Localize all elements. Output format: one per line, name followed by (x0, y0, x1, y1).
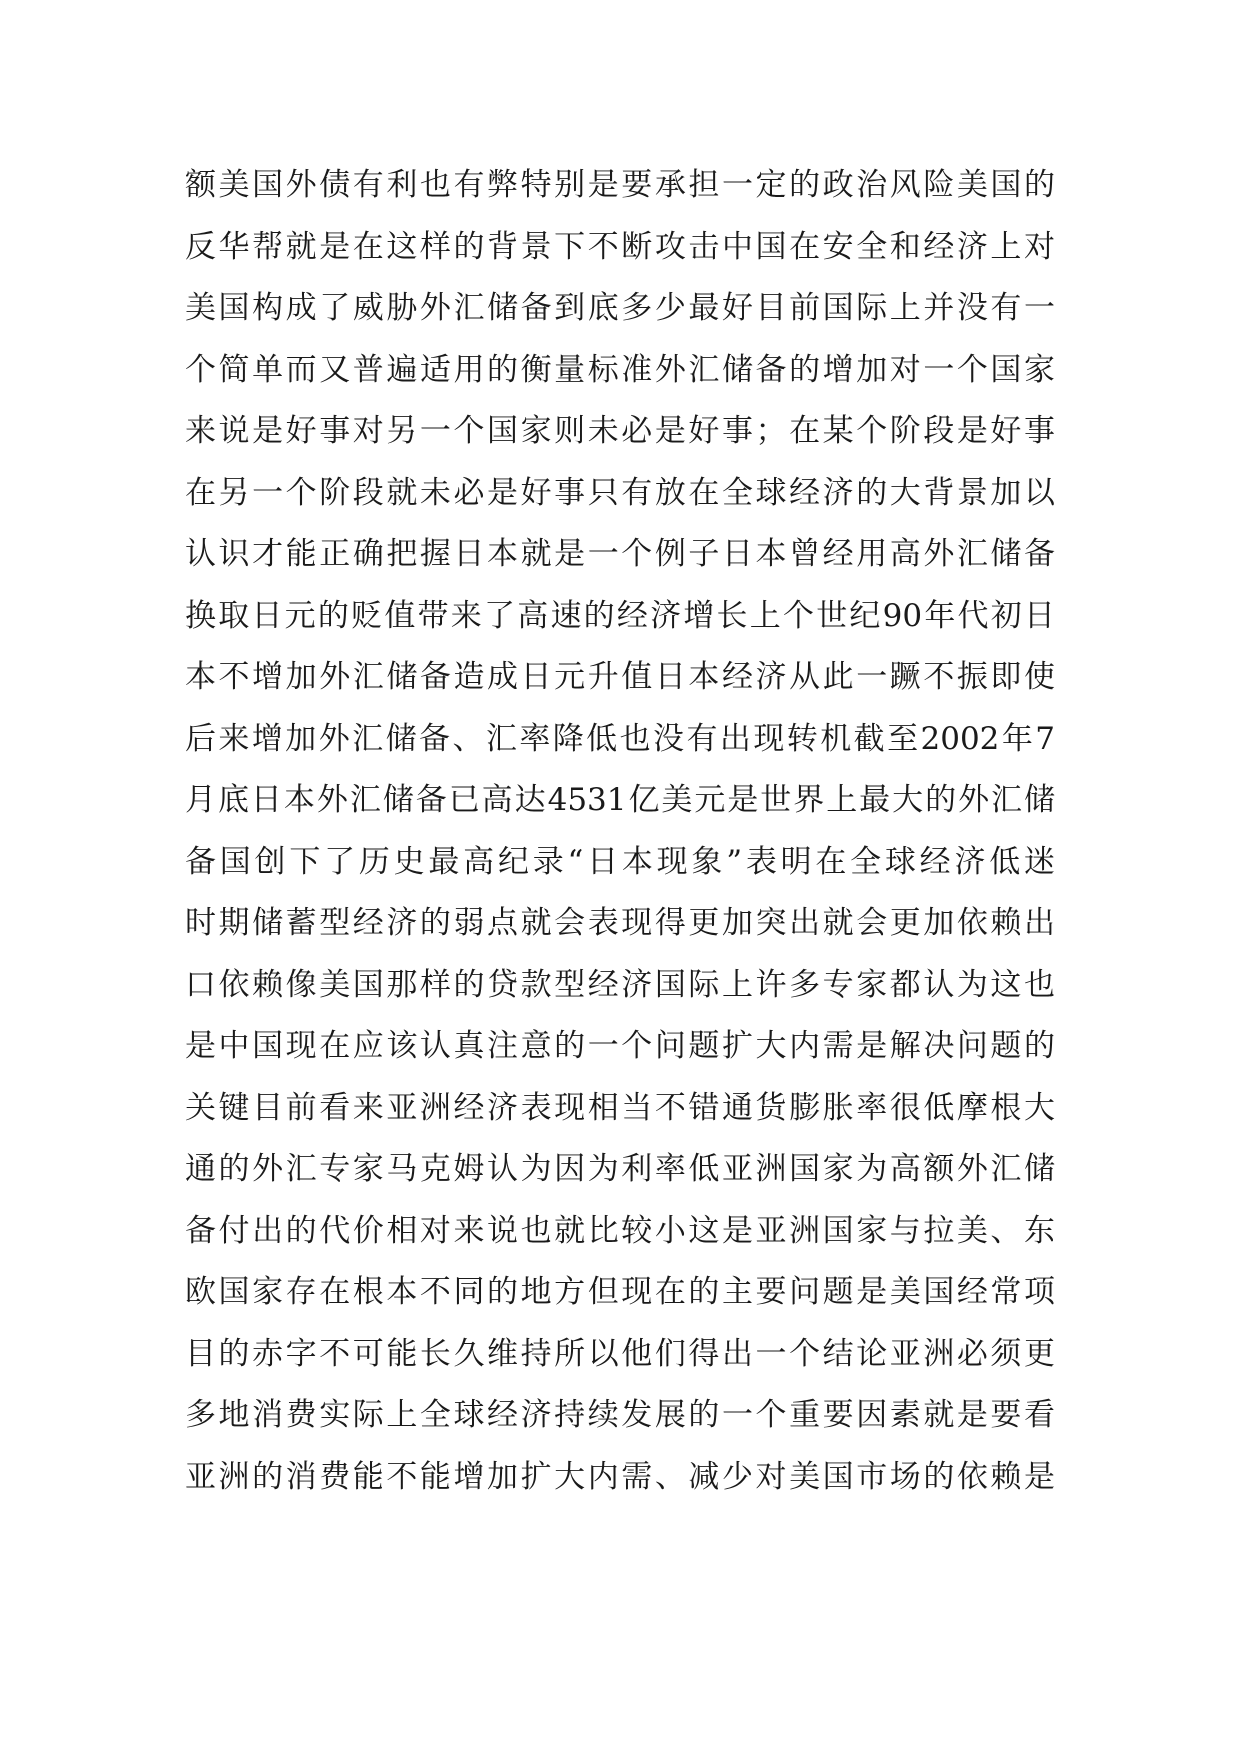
text-line: 反华帮就是在这样的背景下不断攻击中国在安全和经济上对 (185, 228, 1055, 265)
text-line: 关键目前看来亚洲经济表现相当不错通货膨胀率很低摩根大 (185, 1089, 1055, 1126)
text-line: 时期储蓄型经济的弱点就会表现得更加突出就会更加依赖出 (185, 905, 1055, 941)
text-line: 换取日元的贬值带来了高速的经济增长上个世纪90年代初日 (185, 597, 1055, 634)
text-line: 美国构成了威胁外汇储备到底多少最好目前国际上并没有一 (185, 290, 1055, 326)
text-line: 本不增加外汇储备造成日元升值日本经济从此一蹶不振即使 (185, 659, 1055, 695)
text-line: 是中国现在应该认真注意的一个问题扩大内需是解决问题的 (185, 1028, 1055, 1064)
text-line: 欧国家存在根本不同的地方但现在的主要问题是美国经常项 (185, 1274, 1055, 1310)
text-line: 来说是好事对另一个国家则未必是好事；在某个阶段是好事 (185, 413, 1055, 449)
text-line: 月底日本外汇储备已高达4531亿美元是世界上最大的外汇储 (185, 782, 1055, 818)
text-line: 目的赤字不可能长久维持所以他们得出一个结论亚洲必须更 (185, 1335, 1055, 1372)
text-line: 备付出的代价相对来说也就比较小这是亚洲国家与拉美、东 (185, 1212, 1055, 1249)
text-line: 后来增加外汇储备、汇率降低也没有出现转机截至2002年7 (185, 720, 1055, 757)
text-line: 备国创下了历史最高纪录“日本现象”表明在全球经济低迷 (185, 843, 1055, 880)
text-line: 口依赖像美国那样的贷款型经济国际上许多专家都认为这也 (185, 966, 1055, 1003)
body-text (185, 155, 1055, 1508)
text-line: 多地消费实际上全球经济持续发展的一个重要因素就是要看 (185, 1397, 1055, 1433)
text-line: 个简单而又普遍适用的衡量标准外汇储备的增加对一个国家 (185, 351, 1055, 388)
text-line: 额美国外债有利也有弊特别是要承担一定的政治风险美国的 (185, 167, 1055, 203)
text-line: 在另一个阶段就未必是好事只有放在全球经济的大背景加以 (185, 474, 1055, 511)
text-line: 通的外汇专家马克姆认为因为利率低亚洲国家为高额外汇储 (185, 1151, 1055, 1187)
text-line: 认识才能正确把握日本就是一个例子日本曾经用高外汇储备 (185, 536, 1055, 572)
text-line: 亚洲的消费能不能增加扩大内需、减少对美国市场的依赖是 (185, 1458, 1055, 1495)
